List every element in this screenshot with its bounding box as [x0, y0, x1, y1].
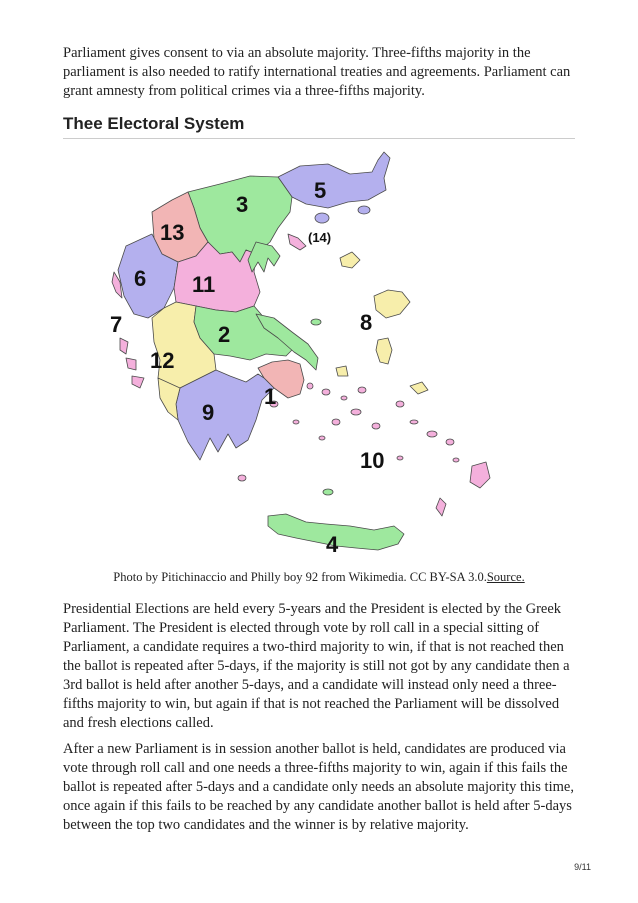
map-region-14 — [288, 234, 306, 250]
map-label-11: 11 — [192, 272, 216, 297]
greece-electoral-map — [60, 142, 580, 562]
map-label-3: 3 — [236, 192, 249, 217]
presidential-elections-paragraph: Presidential Elections are held every 5-years and the President is elected by the Greek Parliament. The President is elected through vote by roll call in a special sitting of Parliament, a candidate requires a two-third majority to win, if that is not reached then the ballot is repeated after 5-days, if the majority is still not got by any candidate then a 3rd ballot is held after another 5-days, and a candidate will instead only need a three-fifths majority to win, but again if that is not reached the Parliament will be dissolved and fresh elections called. — [63, 601, 570, 731]
map-label-7: 7 — [110, 312, 123, 337]
map-region-9 — [176, 370, 277, 460]
map-label-6: 6 — [134, 266, 147, 291]
map-label-14: (14) — [308, 230, 332, 245]
map-region-5 — [278, 152, 390, 208]
caption-text: Photo by Pitichinaccio and Philly boy 92 from Wikimedia. CC BY-SA 3.0. — [113, 570, 487, 584]
map-label-10: 10 — [360, 448, 385, 473]
map-label-8: 8 — [360, 310, 373, 335]
map-region-8 — [374, 290, 410, 318]
map-label-12: 12 — [150, 348, 175, 373]
map-label-5: 5 — [314, 178, 327, 203]
map-label-4: 4 — [326, 532, 339, 557]
source-link[interactable]: Source. — [486, 570, 525, 584]
new-parliament-paragraph: After a new Parliament is in session another ballot is held, candidates are produced via vote through roll call and one needs a three-fifths majority to win, again if this fails the ballot is repeated after 5-days and a candidate only needs an absolute majority this time, once again if this fails to be reached by any candidate another ballot is held after 5-days between the top two candidates and the winner is by relative majority. — [63, 741, 574, 833]
intro-paragraph: Parliament gives consent to via an absolute majority. Three-fifths majority in the parliament is also needed to ratify international treaties and agreements. Parliament can grant amnesty from political crimes via a three-fifths majority. — [63, 45, 571, 99]
map-label-2: 2 — [218, 322, 231, 347]
map-label-13: 13 — [160, 220, 185, 245]
section-heading: Thee Electoral System — [63, 114, 575, 139]
map-label-1: 1 — [264, 384, 277, 409]
image-caption — [0, 570, 638, 585]
map-label-9: 9 — [202, 400, 215, 425]
page-number: 9/11 — [574, 862, 591, 872]
